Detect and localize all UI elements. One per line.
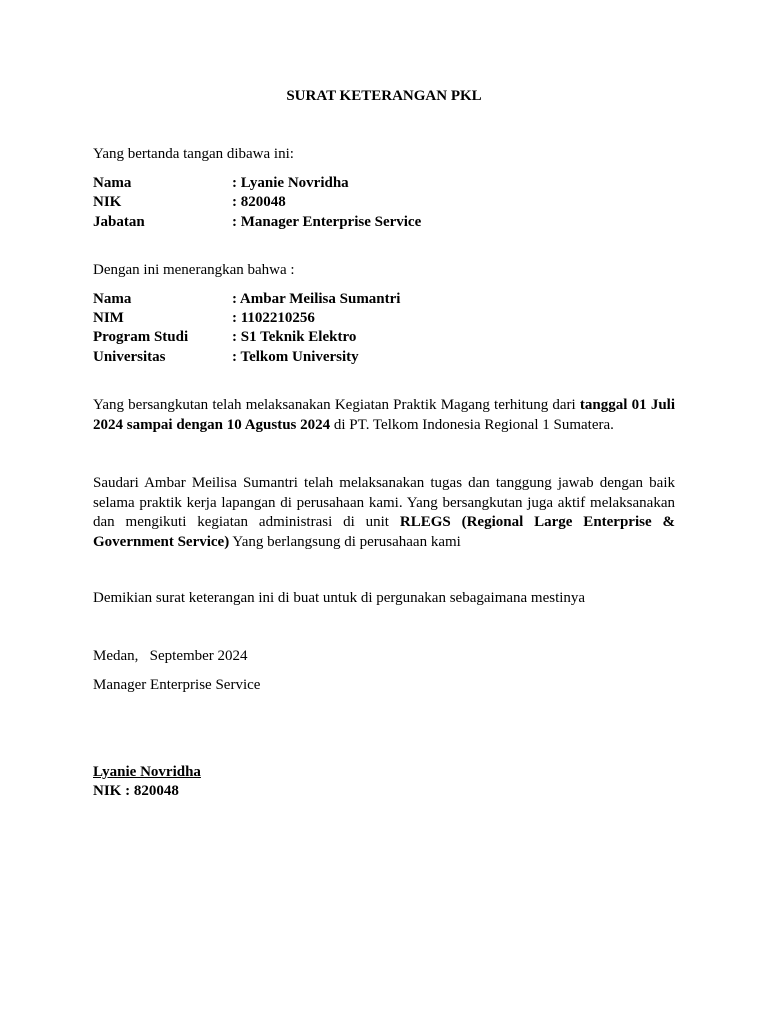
student-program-value: : S1 Teknik Elektro (232, 329, 357, 345)
closing-text: Demikian surat keterangan ini di buat untuk di pergunakan sebagaimana mestinya (93, 590, 586, 606)
paragraph1-post: di PT. Telkom Indonesia Regional 1 Sumatera. (330, 416, 614, 433)
place-date: Medan, September 2024 (93, 648, 248, 664)
signature-name: Lyanie Novridha (93, 764, 201, 780)
paragraph2-unit: RLEGS (Regional Large Enterprise & Government Service) (93, 514, 675, 550)
signer-name-label: Nama (93, 175, 132, 191)
statement-text: Dengan ini menerangkan bahwa : (93, 262, 295, 278)
student-row-nim (93, 310, 315, 327)
paragraph2-pre: Saudari Ambar Meilisa Sumantri telah melaksanakan tugas dan tanggung jawab dengan baik selama praktik kerja lapangan di perusahaan kami. Yang bersangkutan juga aktif melaksanakan dan mengikuti kegiatan administrasi di unit (93, 475, 675, 530)
internship-period-paragraph (93, 396, 675, 435)
intro-text: Yang bertanda tangan dibawa ini: (93, 146, 294, 162)
signer-row-nik (93, 194, 286, 211)
signer-nik-label: NIK (93, 194, 122, 210)
signer-name-value: : Lyanie Novridha (232, 175, 349, 191)
signature-nik: NIK : 820048 (93, 783, 179, 799)
signer-nik-value: : 820048 (232, 194, 286, 210)
paragraph2-post: Yang berlangsung di perusahaan kami (229, 533, 461, 550)
signer-row-position (93, 214, 421, 231)
paragraph1-pre: Yang bersangkutan telah melaksanakan Kegiatan Praktik Magang terhitung dari (93, 397, 580, 413)
student-row-name (93, 291, 400, 308)
signer-position-value: : Manager Enterprise Service (232, 214, 422, 230)
document-title: SURAT KETERANGAN PKL (286, 88, 482, 104)
student-university-label: Universitas (93, 349, 166, 365)
student-nim-value: : 1102210256 (232, 310, 315, 326)
signer-position-label: Jabatan (93, 214, 145, 230)
student-name-value: : Ambar Meilisa Sumantri (232, 291, 401, 307)
paragraph1-period: tanggal 01 Juli 2024 sampai dengan 10 Agustus 2024 (93, 397, 675, 433)
student-row-university (93, 349, 359, 366)
student-nim-label: NIM (93, 310, 124, 326)
signer-position-title: Manager Enterprise Service (93, 677, 261, 693)
student-name-label: Nama (93, 291, 132, 307)
performance-paragraph (93, 474, 675, 552)
student-program-label: Program Studi (93, 329, 189, 345)
signer-row-name (93, 175, 349, 192)
student-row-program (93, 329, 356, 346)
student-university-value: : Telkom University (232, 349, 359, 365)
